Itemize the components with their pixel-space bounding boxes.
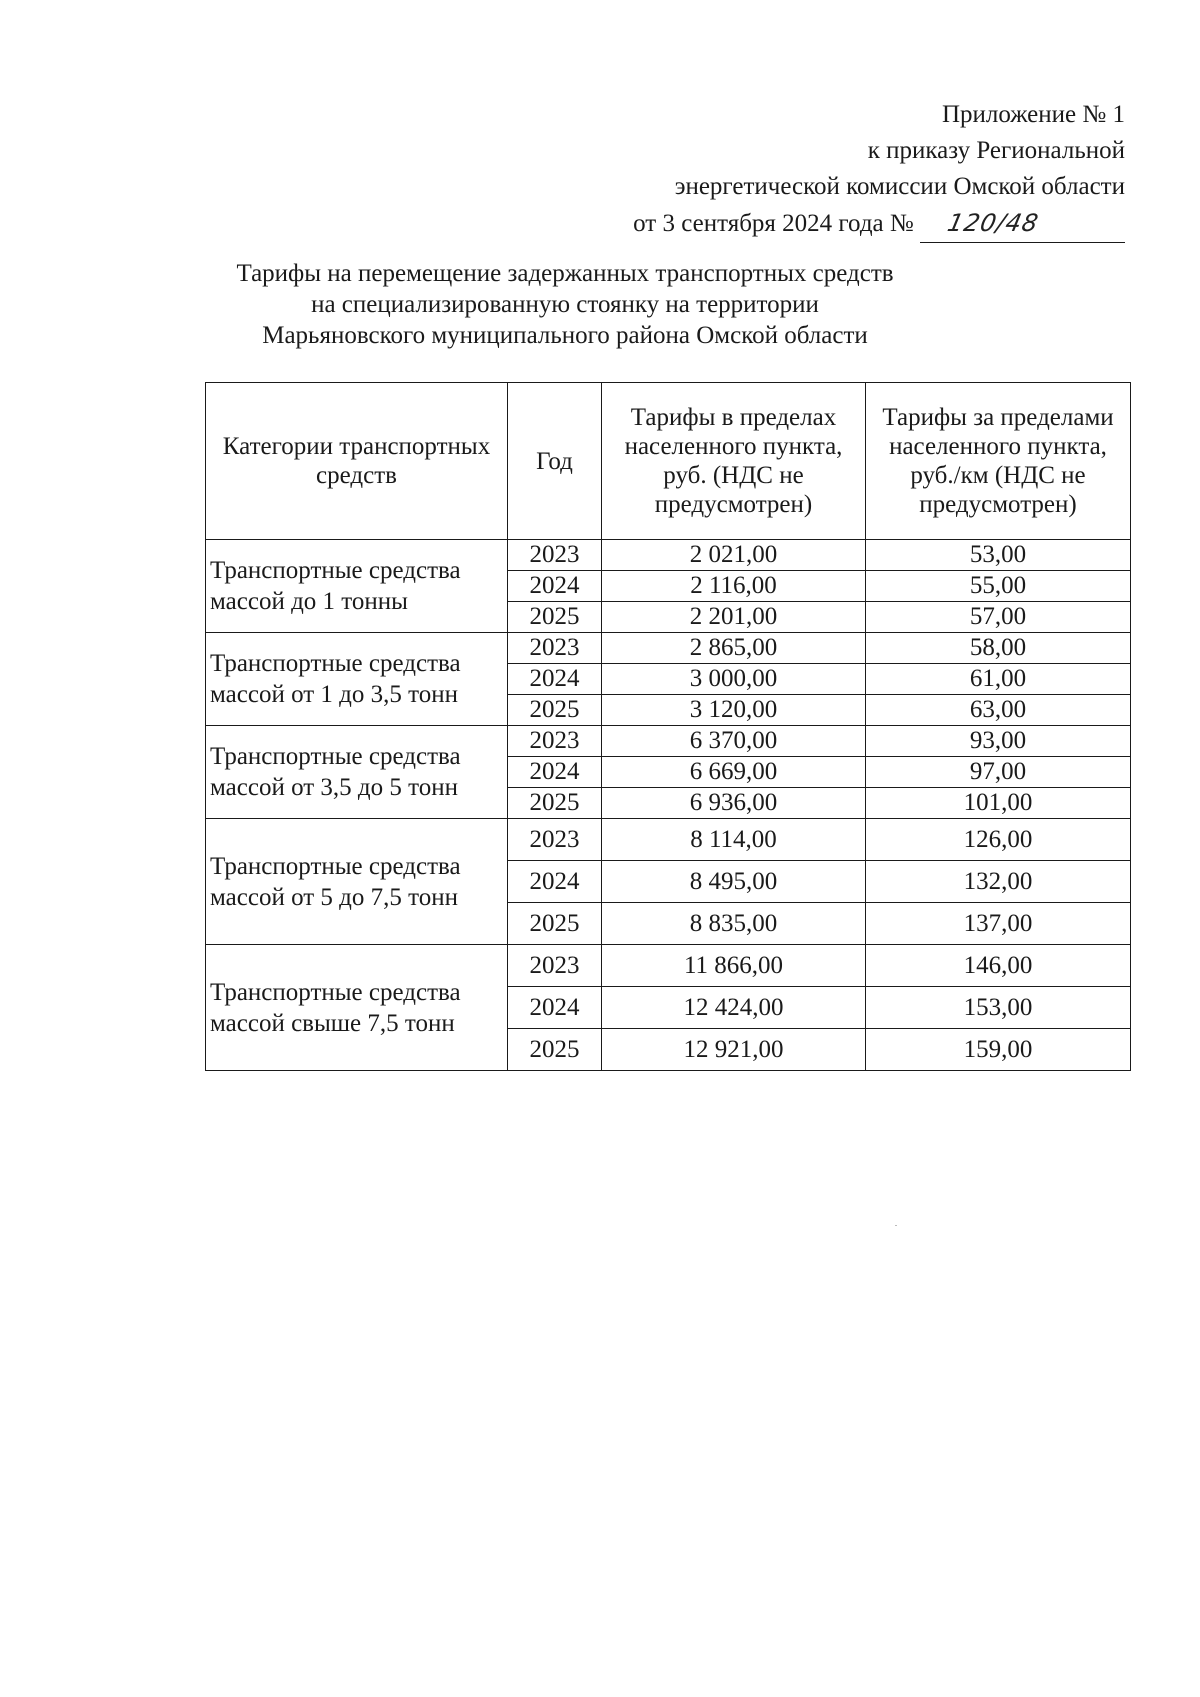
category-cell: Транспортные средства массой от 5 до 7,5 тонн [206, 819, 508, 945]
document-title [200, 258, 930, 351]
tariff-outside-cell: 137,00 [866, 903, 1131, 945]
tariff-outside-cell: 132,00 [866, 861, 1131, 903]
year-cell: 2023 [508, 945, 602, 987]
appendix-line-2: к приказу Региональной [867, 137, 1125, 164]
handwritten-order-number: 120/48 [945, 209, 1042, 237]
category-cell: Транспортные средства массой свыше 7,5 тонн [206, 945, 508, 1071]
year-cell: 2024 [508, 757, 602, 788]
tariff-table [205, 382, 1131, 1071]
appendix-line-1: Приложение № 1 [941, 101, 1125, 128]
header-tariff-inside: Тарифы в пределах населенного пункта, руб. (НДС не предусмотрен) [602, 383, 866, 540]
tariff-outside-cell: 61,00 [866, 664, 1131, 695]
category-cell: Транспортные средства массой от 3,5 до 5 тонн [206, 726, 508, 819]
order-date: от 3 сентября 2024 года № [633, 210, 914, 237]
tariff-inside-cell: 6 669,00 [602, 757, 866, 788]
table-row [206, 726, 1131, 757]
table-row [206, 819, 1131, 861]
tariff-outside-cell: 159,00 [866, 1029, 1131, 1071]
table-header-row [206, 383, 1131, 540]
title-line-1: Тарифы на перемещение задержанных транспортных средств [236, 260, 894, 287]
category-cell: Транспортные средства массой до 1 тонны [206, 540, 508, 633]
appendix-line-4 [633, 205, 1125, 243]
tariff-inside-cell: 2 021,00 [602, 540, 866, 571]
tariff-outside-cell: 146,00 [866, 945, 1131, 987]
tariff-inside-cell: 6 370,00 [602, 726, 866, 757]
year-cell: 2023 [508, 726, 602, 757]
tariff-outside-cell: 126,00 [866, 819, 1131, 861]
year-cell: 2024 [508, 571, 602, 602]
header-tariff-outside: Тарифы за пределами населенного пункта, руб./км (НДС не предусмотрен) [866, 383, 1131, 540]
category-cell: Транспортные средства массой от 1 до 3,5 тонн [206, 633, 508, 726]
year-cell: 2025 [508, 602, 602, 633]
tariff-inside-cell: 3 000,00 [602, 664, 866, 695]
tariff-outside-cell: 63,00 [866, 695, 1131, 726]
year-cell: 2025 [508, 903, 602, 945]
tariff-inside-cell: 2 116,00 [602, 571, 866, 602]
tariff-outside-cell: 153,00 [866, 987, 1131, 1029]
header-year: Год [508, 383, 602, 540]
tariff-inside-cell: 11 866,00 [602, 945, 866, 987]
tariff-table-body [206, 540, 1131, 1071]
tariff-inside-cell: 12 424,00 [602, 987, 866, 1029]
header-category: Категории транспортных средств [206, 383, 508, 540]
title-line-3: Марьяновского муниципального района Омской области [262, 322, 868, 349]
tariff-inside-cell: 8 495,00 [602, 861, 866, 903]
tariff-outside-cell: 97,00 [866, 757, 1131, 788]
tariff-outside-cell: 53,00 [866, 540, 1131, 571]
appendix-header [633, 97, 1125, 243]
year-cell: 2025 [508, 1029, 602, 1071]
tariff-inside-cell: 12 921,00 [602, 1029, 866, 1071]
year-cell: 2023 [508, 540, 602, 571]
tariff-inside-cell: 2 201,00 [602, 602, 866, 633]
title-line-2: на специализированную стоянку на территории [311, 291, 819, 318]
year-cell: 2024 [508, 987, 602, 1029]
year-cell: 2024 [508, 664, 602, 695]
tariff-inside-cell: 2 865,00 [602, 633, 866, 664]
year-cell: 2025 [508, 695, 602, 726]
tariff-inside-cell: 8 835,00 [602, 903, 866, 945]
table-row [206, 633, 1131, 664]
tariff-inside-cell: 3 120,00 [602, 695, 866, 726]
scan-speck [895, 1225, 897, 1226]
table-row [206, 945, 1131, 987]
tariff-inside-cell: 6 936,00 [602, 788, 866, 819]
year-cell: 2023 [508, 819, 602, 861]
year-cell: 2024 [508, 861, 602, 903]
order-number-field [920, 205, 1125, 243]
tariff-outside-cell: 58,00 [866, 633, 1131, 664]
tariff-inside-cell: 8 114,00 [602, 819, 866, 861]
table-row [206, 540, 1131, 571]
appendix-line-3: энергетической комиссии Омской области [674, 173, 1125, 200]
tariff-outside-cell: 57,00 [866, 602, 1131, 633]
tariff-outside-cell: 101,00 [866, 788, 1131, 819]
tariff-outside-cell: 55,00 [866, 571, 1131, 602]
year-cell: 2025 [508, 788, 602, 819]
year-cell: 2023 [508, 633, 602, 664]
tariff-outside-cell: 93,00 [866, 726, 1131, 757]
